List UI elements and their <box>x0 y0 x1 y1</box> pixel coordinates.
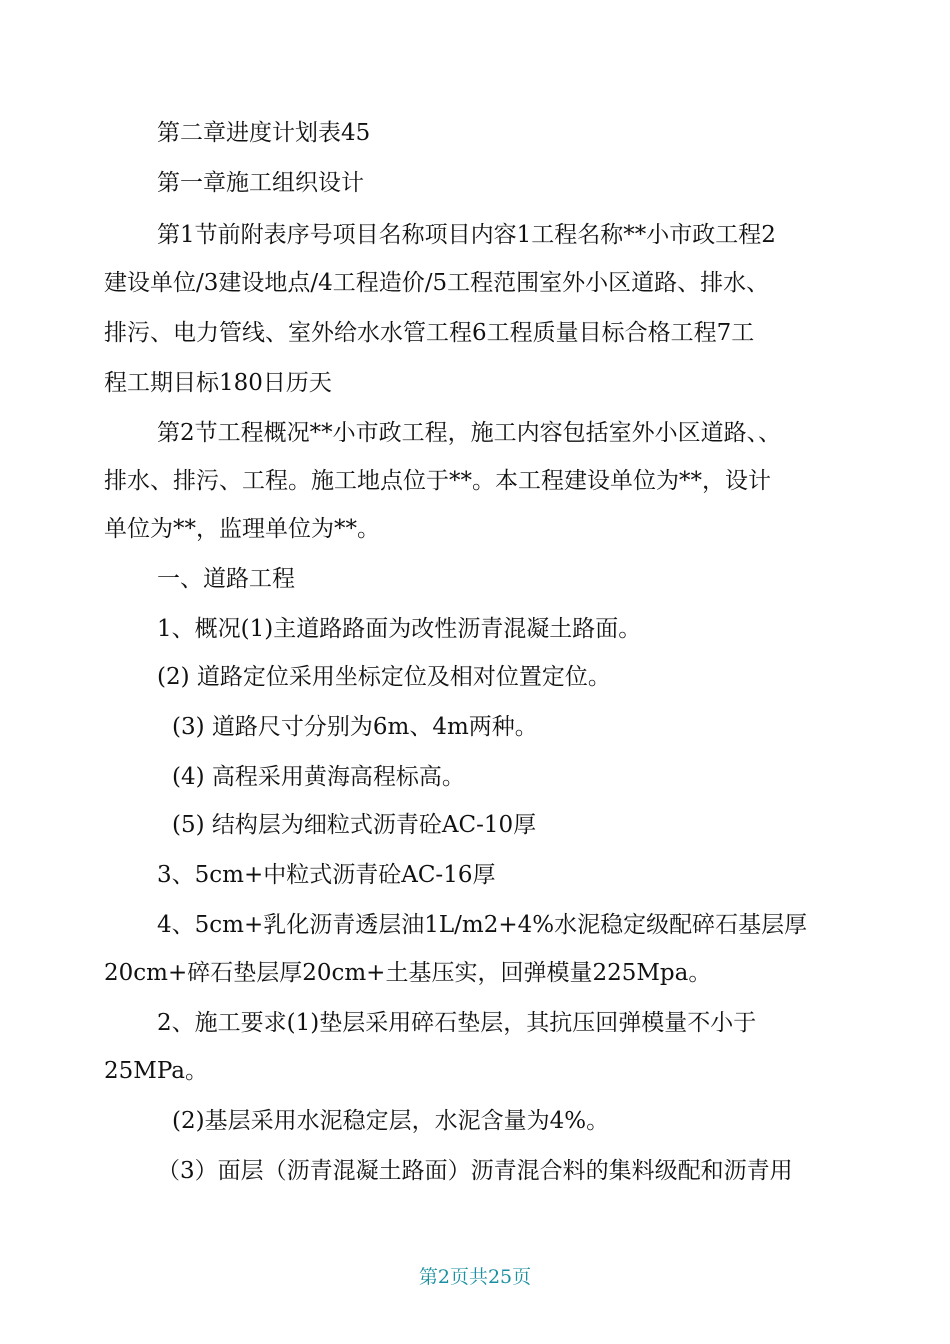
text-line-19: 2、施工要求(1)垫层采用碎石垫层，其抗压回弹模量不小于 <box>157 1010 757 1036</box>
text-line-9: 单位为**，监理单位为**。 <box>104 516 380 542</box>
page-number-footer: 第2页共25页 <box>418 1266 532 1288</box>
text-line-7: 第2节工程概况**小市政工程，施工内容包括室外小区道路、、 <box>157 420 782 446</box>
text-line-1: 第二章进度计划表45 <box>157 120 371 146</box>
text-line-18: 20cm+碎石垫层厚20cm+土基压实，回弹模量225Mpa。 <box>104 960 712 986</box>
text-line-11: 1、概况(1)主道路路面为改性沥青混凝土路面。 <box>157 616 642 642</box>
text-line-6: 程工期目标180日历天 <box>104 370 332 396</box>
text-line-16: 3、5cm+中粒式沥青砼AC-16厚 <box>157 862 496 888</box>
text-line-8: 排水、排污、工程。施工地点位于**。本工程建设单位为**，设计 <box>104 468 771 494</box>
text-line-13: (3) 道路尺寸分别为6m、4m两种。 <box>172 714 538 740</box>
text-line-14: (4) 高程采用黄海高程标高。 <box>172 764 465 790</box>
text-line-5: 排污、电力管线、室外给水水管工程6工程质量目标合格工程7工 <box>104 320 755 346</box>
text-line-2: 第一章施工组织设计 <box>157 170 364 196</box>
text-line-15: (5) 结构层为细粒式沥青砼AC-10厚 <box>172 812 537 838</box>
text-line-20: 25MPa。 <box>104 1058 208 1084</box>
text-line-3: 第1节前附表序号项目名称项目内容1工程名称**小市政工程2 <box>157 222 776 248</box>
text-line-22: （3）面层（沥青混凝土路面）沥青混合料的集料级配和沥青用 <box>157 1158 793 1184</box>
text-line-17: 4、5cm+乳化沥青透层油1L/m2+4%水泥稳定级配碎石基层厚 <box>157 912 808 938</box>
text-line-10: 一、道路工程 <box>157 566 295 592</box>
text-line-21: (2)基层采用水泥稳定层，水泥含量为4%。 <box>172 1108 610 1134</box>
text-line-4: 建设单位/3建设地点/4工程造价/5工程范围室外小区道路、排水、 <box>104 270 770 296</box>
text-line-12: (2) 道路定位采用坐标定位及相对位置定位。 <box>157 664 611 690</box>
